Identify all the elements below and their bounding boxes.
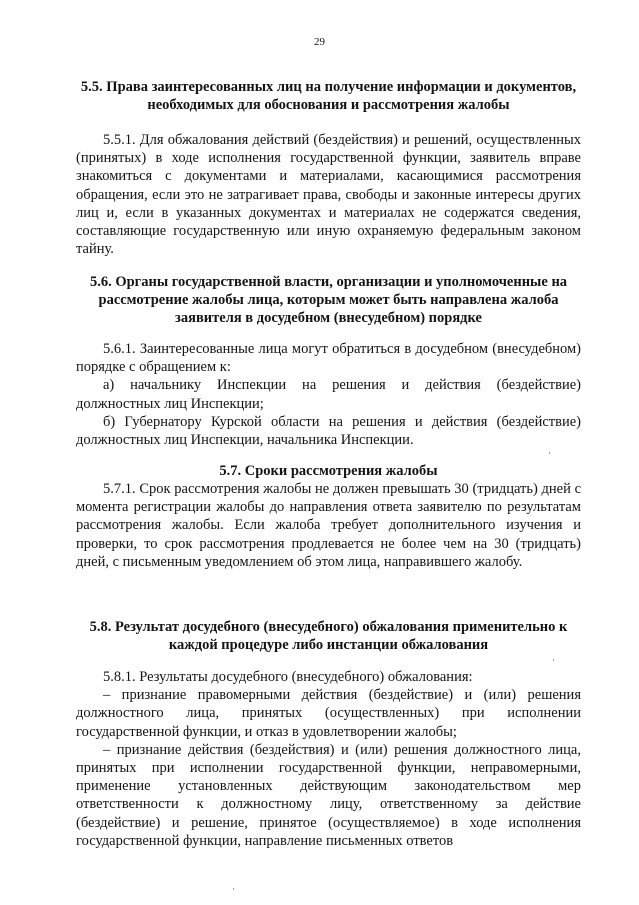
paragraph: 5.7.1. Срок рассмотрения жалобы не должен превышать 30 (тридцать) дней с момента регистрации жалобы до направления ответа заявителю по результатам рассмотрения жалобы. Если жалоба требует дополнительного изучения и проверки, то срок рассмотрения продлевается не более чем на 30 (тридцать) дней, с письменным уведомлением об этом лица, направившего жалобу. xyxy=(76,481,581,570)
section-heading: 5.5. Права заинтересованных лиц на получение информации и документов, необходимых для обоснования и рассмотрения жалобы xyxy=(80,79,577,113)
page-number: 29 xyxy=(314,36,325,48)
section-heading: 5.7. Сроки рассмотрения жалобы xyxy=(219,463,438,479)
section-heading: 5.8. Результат досудебного (внесудебного) обжалования применительно к каждой процедуре либо инстанции обжалования xyxy=(89,619,568,653)
paragraph: а) начальнику Инспекции на решения и действия (бездействие) должностных лиц Инспекции; xyxy=(76,377,581,412)
paragraph: – признание действия (бездействия) и (или) решения должностного лица, принятых при исполнении государственной функции, неправомерными, применение установленных действующим законодательством мер ответственности к должностному лицу, ответственному за действие (бездействие) и решение, принятое (осуществляемое) в ходе исполнения государственной функции, направление письменных ответов xyxy=(76,741,581,849)
paragraph: б) Губернатору Курской области на решения и действия (бездействие) должностных лиц Инспекции, начальника Инспекции. xyxy=(76,413,581,449)
section-5-5-body xyxy=(76,131,581,258)
scan-speck: · xyxy=(548,448,551,458)
section-heading: 5.6. Органы государственной власти, организации и уполномоченные на рассмотрение жалобы лица, которым может быть направлена жалоба заявителя в досудебном (внесудебном) порядке xyxy=(89,274,568,326)
paragraph: 5.8.1. Результаты досудебного (внесудебного) обжалования: xyxy=(103,669,473,685)
scan-speck: · xyxy=(552,655,555,665)
section-5-7-body xyxy=(76,480,581,571)
paragraph: 5.5.1. Для обжалования действий (бездействия) и решений, осуществленных (принятых) в ходе исполнения государственной функции, заявитель вправе знакомиться с документами и материалами, касающимися рассмотрения обращения, если это не затрагивает права, свободы и законные интересы других лиц и, если в указанных документах и материалах не содержатся сведения, составляющие государственную или иную охраняемую федеральным законом тайну. xyxy=(76,132,581,258)
section-5-6-body xyxy=(76,340,581,449)
scan-speck: · xyxy=(232,884,235,894)
section-5-7 xyxy=(76,462,581,480)
section-5-8-body xyxy=(76,668,581,850)
paragraph: 5.6.1. Заинтересованные лица могут обратиться в досудебном (внесудебном) порядке с обращением к: xyxy=(76,341,581,376)
paragraph: – признание правомерными действия (бездействие) и (или) решения должностного лица, принятых (осуществленных) при исполнении государственной функции, и отказ в удовлетворении жалобы; xyxy=(76,687,581,740)
section-5-8 xyxy=(76,618,581,654)
section-5-6 xyxy=(76,273,581,327)
section-5-5 xyxy=(76,78,581,114)
